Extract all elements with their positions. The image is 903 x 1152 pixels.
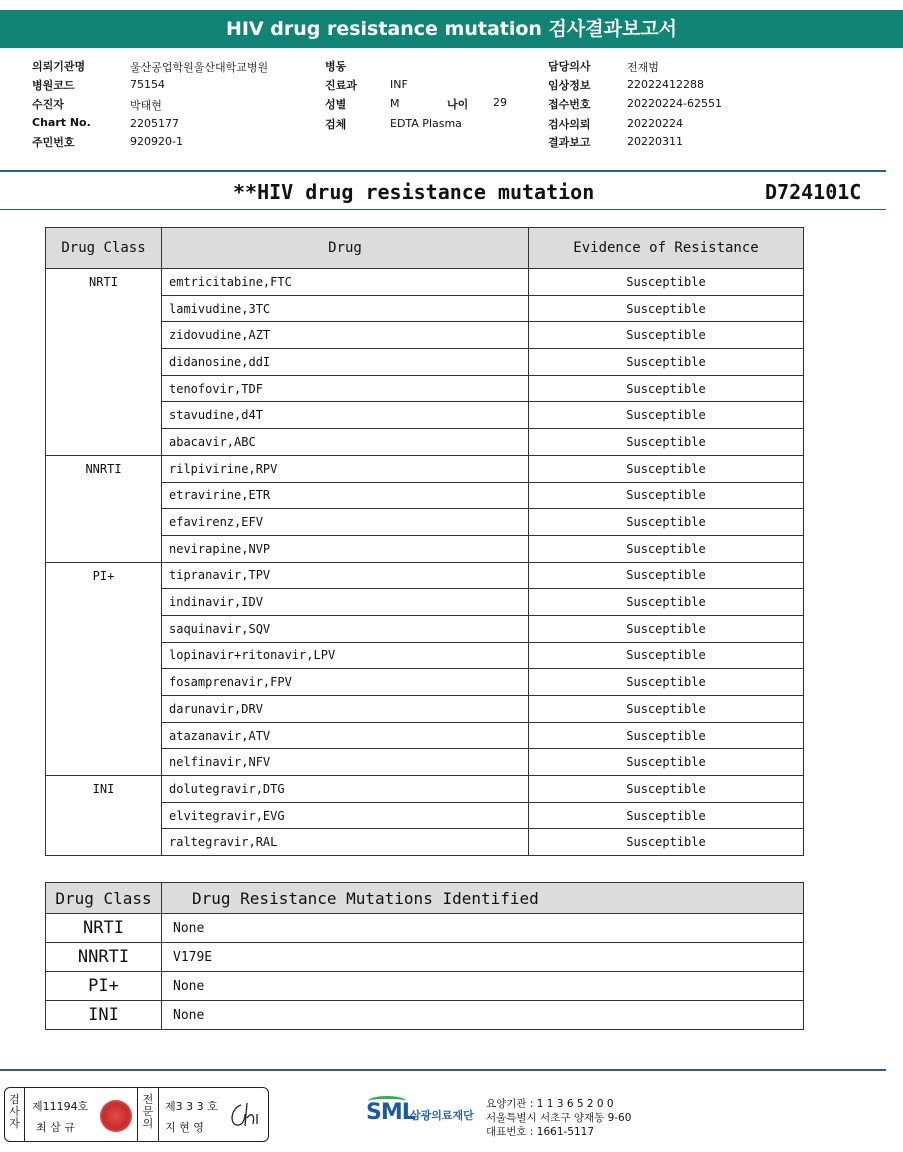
info-label: 성별 — [325, 98, 347, 111]
info-label: 수진자 — [32, 98, 64, 111]
drug-class-cell: PI+ — [46, 562, 162, 776]
drug-class-cell: NNRTI — [46, 455, 162, 562]
sml-logo — [366, 1096, 478, 1136]
mut-value-cell: None — [162, 1001, 804, 1030]
table-row — [46, 455, 804, 482]
drug-name-cell: lamivudine,3TC — [162, 295, 529, 322]
mut-value-cell: V179E — [162, 943, 804, 972]
evidence-cell: Susceptible — [529, 722, 804, 749]
mutation-table — [45, 882, 804, 1030]
info-value: EDTA Plasma — [390, 117, 462, 130]
lab-code: 요양기관 : 1 1 3 6 5 2 0 0 — [486, 1098, 614, 1110]
logo-text: SML — [366, 1100, 415, 1125]
mut-class-cell: PI+ — [46, 972, 162, 1001]
report-header-title: HIV drug resistance mutation 검사결과보고서 — [0, 10, 903, 48]
age-value: 29 — [493, 96, 507, 109]
info-value: 920920-1 — [130, 135, 183, 148]
mut-header-drug-class: Drug Class — [46, 883, 162, 914]
table-row — [46, 776, 804, 803]
evidence-cell: Susceptible — [529, 749, 804, 776]
mut-class-cell: NNRTI — [46, 943, 162, 972]
drug-name-cell: stavudine,d4T — [162, 402, 529, 429]
info-value: 20220224-62551 — [627, 97, 722, 110]
info-label: 병원코드 — [32, 79, 75, 92]
drug-resistance-table — [45, 227, 804, 856]
drug-name-cell: atazanavir,ATV — [162, 722, 529, 749]
info-value: M — [390, 97, 400, 110]
report-title-bar — [0, 180, 903, 206]
drug-name-cell: indinavir,IDV — [162, 589, 529, 616]
tester-license: 제11194호 — [32, 1100, 89, 1113]
drug-name-cell: tipranavir,TPV — [162, 562, 529, 589]
lab-info — [486, 1097, 631, 1139]
evidence-cell: Susceptible — [529, 562, 804, 589]
evidence-cell: Susceptible — [529, 669, 804, 696]
info-label: 병동 — [325, 60, 347, 73]
info-label: 진료과 — [325, 79, 357, 92]
info-label: 접수번호 — [548, 98, 591, 111]
evidence-cell: Susceptible — [529, 429, 804, 456]
evidence-cell: Susceptible — [529, 322, 804, 349]
info-label: 담당의사 — [548, 60, 591, 73]
report-title: **HIV drug resistance mutation — [233, 180, 595, 204]
drug-name-cell: lopinavir+ritonavir,LPV — [162, 642, 529, 669]
info-value: INF — [390, 78, 408, 91]
evidence-cell: Susceptible — [529, 615, 804, 642]
mut-class-cell: INI — [46, 1001, 162, 1030]
info-value: 20220224 — [627, 117, 683, 130]
evidence-cell: Susceptible — [529, 696, 804, 723]
report-code: D724101C — [765, 180, 862, 204]
info-label: 임상정보 — [548, 79, 591, 92]
info-value: 20220311 — [627, 135, 683, 148]
header-evidence: Evidence of Resistance — [529, 228, 804, 269]
footer-rule — [0, 1069, 886, 1071]
evidence-cell: Susceptible — [529, 482, 804, 509]
info-label: 결과보고 — [548, 136, 591, 149]
title-rule-top — [0, 170, 886, 172]
mut-value-cell: None — [162, 972, 804, 1001]
info-value: 울산공업학원울산대학교병원 — [130, 61, 269, 74]
specialist-name: 지 현 영 — [165, 1121, 204, 1134]
logo-name: 삼광의료재단 — [410, 1109, 474, 1122]
drug-name-cell: tenofovir,TDF — [162, 375, 529, 402]
evidence-cell: Susceptible — [529, 589, 804, 616]
drug-class-cell: NRTI — [46, 269, 162, 456]
evidence-cell: Susceptible — [529, 402, 804, 429]
info-label: Chart No. — [32, 116, 91, 129]
info-label: 의뢰기관명 — [32, 60, 86, 73]
info-label: 주민번호 — [32, 136, 75, 149]
evidence-cell: Susceptible — [529, 642, 804, 669]
title-rule-bottom — [0, 209, 886, 210]
evidence-cell: Susceptible — [529, 375, 804, 402]
drug-name-cell: emtricitabine,FTC — [162, 269, 529, 296]
mut-header-mutations: Drug Resistance Mutations Identified — [162, 883, 804, 914]
specialist-license: 제3 3 3 호 — [165, 1100, 218, 1113]
evidence-cell: Susceptible — [529, 269, 804, 296]
info-value: 박태현 — [130, 99, 162, 112]
table-row — [46, 562, 804, 589]
drug-name-cell: nevirapine,NVP — [162, 535, 529, 562]
lab-phone: 대표번호 : 1661-5117 — [486, 1126, 595, 1138]
info-value: 22022412288 — [627, 78, 704, 91]
mut-class-cell: NRTI — [46, 914, 162, 943]
drug-name-cell: elvitegravir,EVG — [162, 802, 529, 829]
specialist-label-text: 전 문 의 — [142, 1093, 154, 1130]
info-value: 2205177 — [130, 117, 179, 130]
table-row — [46, 269, 804, 296]
table-row — [46, 914, 804, 943]
info-label: 검체 — [325, 118, 347, 131]
evidence-cell: Susceptible — [529, 509, 804, 536]
evidence-cell: Susceptible — [529, 829, 804, 856]
info-value: 전재범 — [627, 61, 659, 74]
tester-label-text: 검 사 자 — [9, 1093, 20, 1130]
evidence-cell: Susceptible — [529, 535, 804, 562]
lab-address: 서울특별시 서초구 양재동 9-60 — [486, 1112, 632, 1124]
drug-name-cell: etravirine,ETR — [162, 482, 529, 509]
header-drug: Drug — [162, 228, 529, 269]
drug-name-cell: fosamprenavir,FPV — [162, 669, 529, 696]
table-row — [46, 972, 804, 1001]
info-label: 검사의뢰 — [548, 118, 591, 131]
signature-box — [4, 1087, 269, 1142]
signature-icon — [227, 1100, 265, 1130]
age-label: 나이 — [447, 98, 469, 111]
specialist-label — [137, 1088, 159, 1141]
tester-label — [5, 1088, 25, 1141]
evidence-cell: Susceptible — [529, 295, 804, 322]
evidence-cell: Susceptible — [529, 455, 804, 482]
drug-name-cell: raltegravir,RAL — [162, 829, 529, 856]
info-value: 75154 — [130, 78, 165, 91]
table-row — [46, 1001, 804, 1030]
drug-name-cell: abacavir,ABC — [162, 429, 529, 456]
drug-name-cell: dolutegravir,DTG — [162, 776, 529, 803]
tester-name: 최 삼 규 — [36, 1121, 75, 1134]
header-drug-class: Drug Class — [46, 228, 162, 269]
evidence-cell: Susceptible — [529, 802, 804, 829]
drug-name-cell: nelfinavir,NFV — [162, 749, 529, 776]
mut-value-cell: None — [162, 914, 804, 943]
drug-name-cell: zidovudine,AZT — [162, 322, 529, 349]
evidence-cell: Susceptible — [529, 349, 804, 376]
drug-name-cell: saquinavir,SQV — [162, 615, 529, 642]
patient-info — [0, 0, 903, 160]
drug-name-cell: rilpivirine,RPV — [162, 455, 529, 482]
drug-name-cell: efavirenz,EFV — [162, 509, 529, 536]
evidence-cell: Susceptible — [529, 776, 804, 803]
table-row — [46, 943, 804, 972]
drug-class-cell: INI — [46, 776, 162, 856]
drug-name-cell: didanosine,ddI — [162, 349, 529, 376]
seal-stamp-icon — [100, 1100, 132, 1132]
drug-name-cell: darunavir,DRV — [162, 696, 529, 723]
